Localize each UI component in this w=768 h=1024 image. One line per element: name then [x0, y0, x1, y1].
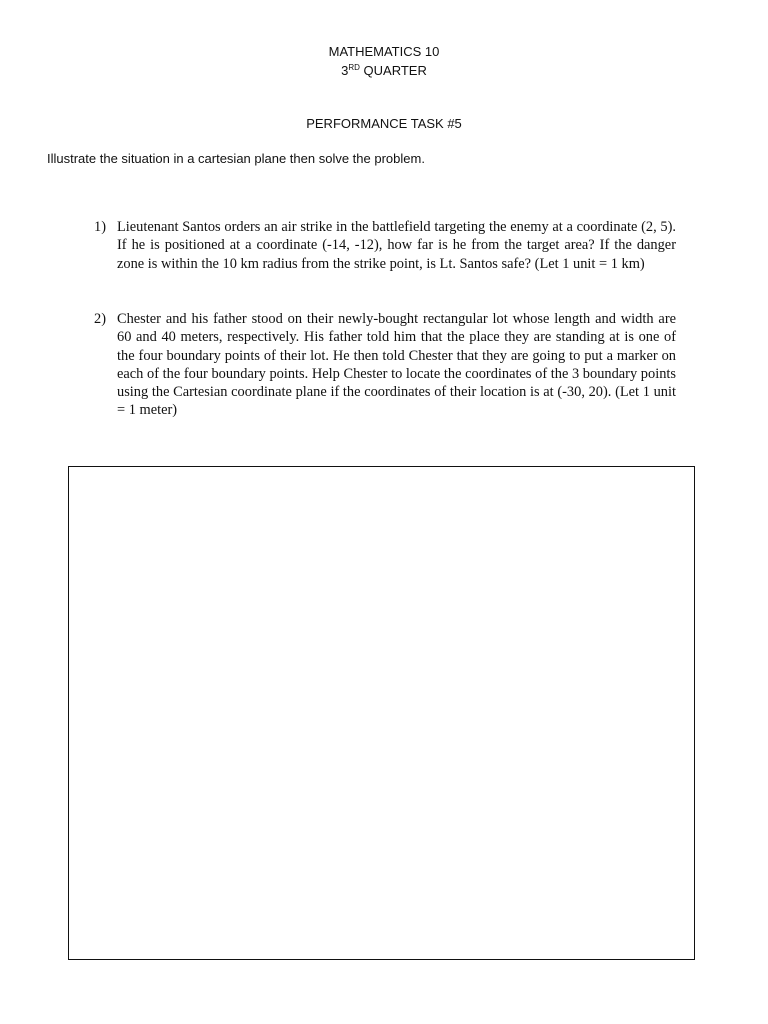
problem-2-number: 2) [94, 311, 106, 327]
quarter-number: 3 [341, 63, 349, 78]
task-title: PERFORMANCE TASK #5 [306, 116, 462, 131]
quarter-suffix: RD [348, 63, 360, 72]
problem-2-text: Chester and his father stood on their newly-bought rectangular lot whose length and width are 60 and 40 meters, respectively. His father told him that the place they are standing at is one of the four boundary points of their lot. He then told Chester that they are going to put a marker on each of the four boundary points. Help Chester to locate the coordinates of the 3 boundary points using the Cartesian coordinate plane if the coordinates of their location is at (-30, 20). (Let 1 unit = 1 meter) [117, 311, 676, 419]
problem-1-text: Lieutenant Santos orders an air strike in the battlefield targeting the enemy at a coordinate (2, 5). If he is positioned at a coordinate (-14, -12), how far is he from the target area? If the danger zone is within the 10 km radius from the strike point, is Lt. Santos safe? (Let 1 unit = 1 km) [117, 219, 676, 272]
problem-2 [94, 310, 676, 420]
answer-box[interactable] [68, 466, 695, 960]
subject-title: MATHEMATICS 10 [328, 44, 440, 59]
instruction-text: Illustrate the situation in a cartesian plane then solve the problem. [47, 151, 425, 166]
quarter-title [0, 63, 768, 78]
problem-1-number: 1) [94, 219, 106, 235]
problem-1 [94, 218, 676, 273]
quarter-word: QUARTER [359, 63, 427, 78]
